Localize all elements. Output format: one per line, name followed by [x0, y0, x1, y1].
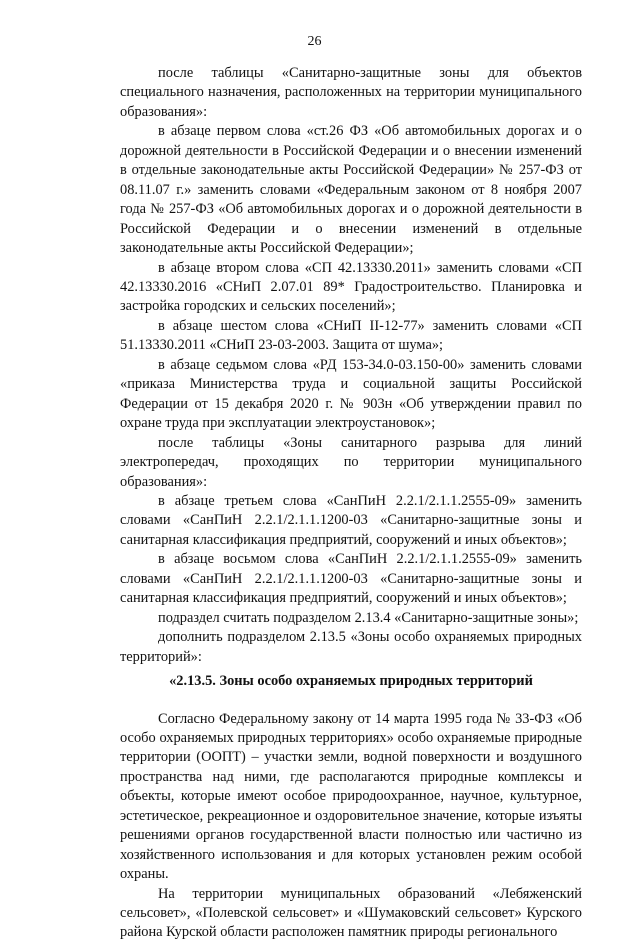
section-heading: «2.13.5. Зоны особо охраняемых природных территорий — [169, 673, 533, 690]
paragraph: в абзаце седьмом слова «РД 153-34.0-03.150-00» заменить словами «приказа Министерства труда и социальной защиты Российской Федерации от 15 декабря 2020 г. № 903н «Об утверждении правил по охране труда при эксплуатации электроустановок»; — [120, 356, 582, 432]
page-number: 26 — [307, 34, 322, 49]
paragraph: в абзаце третьем слова «СанПиН 2.2.1/2.1.1.2555-09» заменить словами «СанПиН 2.2.1/2.1.1.1200-03 «Санитарно-защитные зоны и санитарная классификация предприятий, сооружений и иных объектов»; — [120, 492, 582, 548]
paragraph: в абзаце восьмом слова «СанПиН 2.2.1/2.1.1.2555-09» заменить словами «СанПиН 2.2.1/2.1.1.1200-03 «Санитарно-защитные зоны и санитарная классификация предприятий, сооружений и иных объектов»; — [120, 551, 582, 607]
section-paragraph: На территории муниципальных образований «Лебяженский сельсовет», «Полевской сельсовет» и «Шумаковский сельсовет» Курского района Курской области расположен памятник природы регионального — [120, 885, 582, 941]
section-paragraph: Согласно Федеральному закону от 14 марта 1995 года № 33-ФЗ «Об особо охраняемых природных территориях» особо охраняемые природные территории (ООПТ) – участки земли, водной поверхности и воздушного пространства над ними, где располагаются природные комплексы и объекты, которые имеют особое природоохранное, научное, культурное, эстетическое, рекреационное и оздоровительное значение, которые изъяты решениями органов государственной власти полностью или частично из хозяйственного использования и для которых установлен режим особой охраны. — [120, 710, 582, 883]
paragraph: после таблицы «Зоны санитарного разрыва для линий электропередач, проходящих по территории муниципального образования»: — [120, 434, 582, 490]
paragraph: в абзаце шестом слова «СНиП II-12-77» заменить словами «СП 51.13330.2011 «СНиП 23-03-2003. Защита от шума»; — [120, 317, 582, 354]
paragraph: дополнить подразделом 2.13.5 «Зоны особо охраняемых природных территорий»: — [120, 629, 582, 665]
document-body — [120, 64, 582, 943]
paragraph: после таблицы «Санитарно-защитные зоны для объектов специального назначения, расположенных на территории муниципального образования»: — [120, 65, 582, 120]
paragraph: подраздел считать подразделом 2.13.4 «Санитарно-защитные зоны»; — [158, 609, 579, 626]
paragraph: в абзаце втором слова «СП 42.13330.2011» заменить словами «СП 42.13330.2016 «СНиП 2.07.01 89* Градостроительство. Планировка и застройка городских и сельских поселений»; — [120, 259, 582, 315]
paragraph: в абзаце первом слова «ст.26 ФЗ «Об автомобильных дорогах и о дорожной деятельности в Российской Федерации и о внесении изменений в отдельные законодательные акты Российской Федерации» № 257-ФЗ от 08.11.07 г.» заменить словами «Федеральным законом от 8 ноября 2007 года № 257-ФЗ «Об автомобильных дорогах и о дорожной деятельности в Российской Федерации и о внесении изменений в отдельные законодательные акты Российской Федерации»; — [120, 123, 582, 257]
